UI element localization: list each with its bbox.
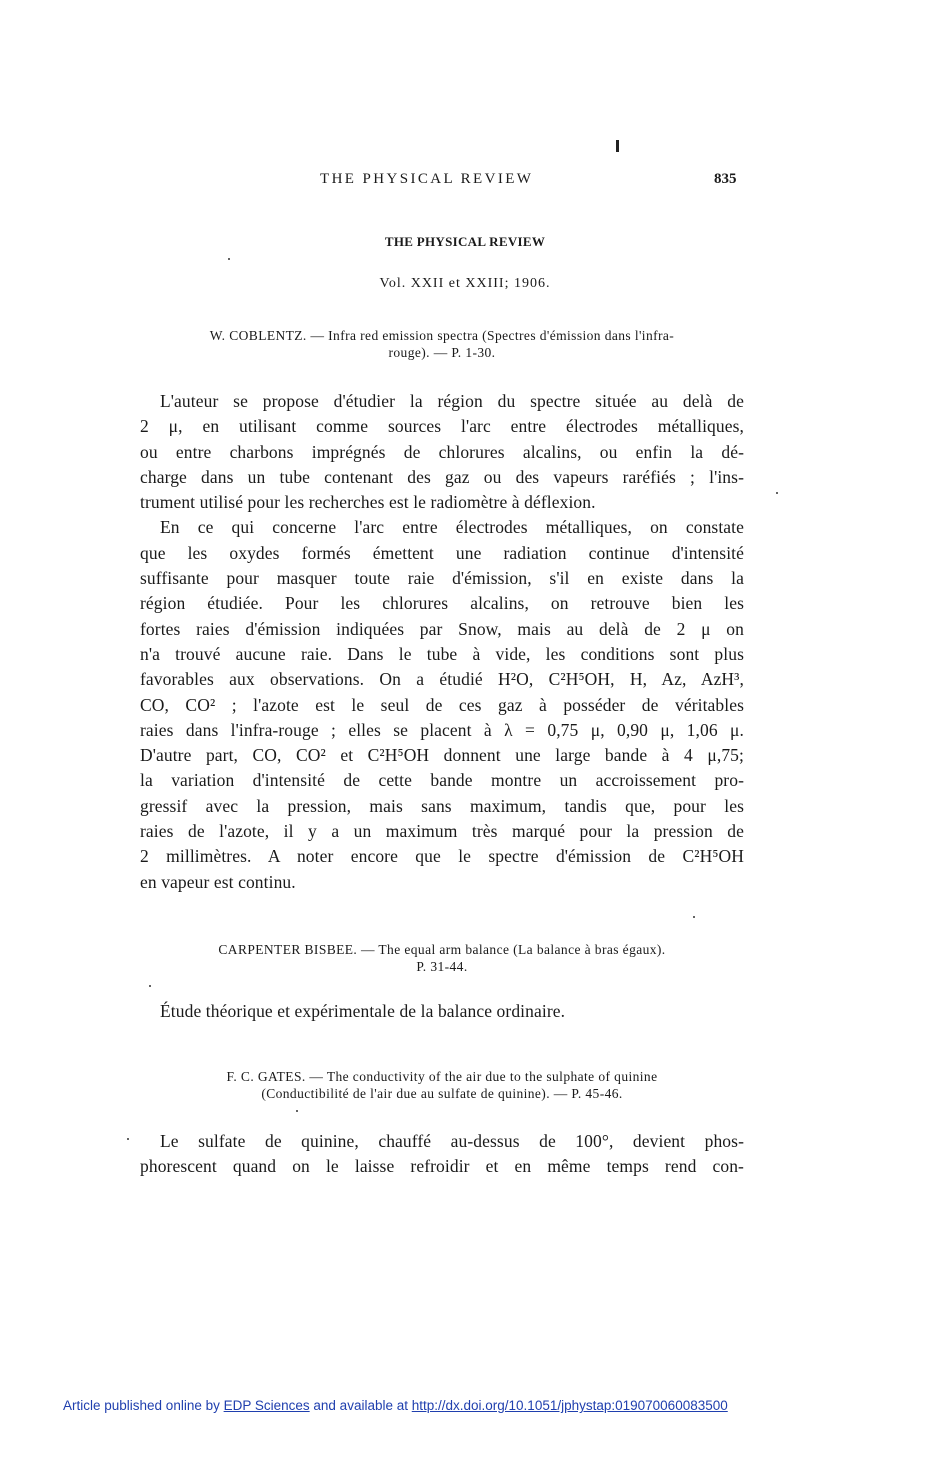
article-heading-line: W. COBLENTZ. — Infra red emission spectra (Spectres d'émission dans l'infra- — [209, 328, 675, 343]
scan-mark — [616, 140, 619, 152]
body-line: 2 μ, en utilisant comme sources l'arc entre électrodes métalliques, — [140, 416, 744, 437]
scan-speck — [149, 985, 151, 987]
body-line: Étude théorique et expérimentale de la balance ordinaire. — [160, 1001, 566, 1021]
body-line: suffisante pour masquer toute raie d'émission, s'il en existe dans la — [140, 568, 744, 589]
body-line: gressif avec la pression, mais sans maximum, tandis que, pour les — [140, 795, 744, 816]
article-body — [140, 999, 744, 1024]
body-line: raies de l'azote, il y a un maximum très marqué pour la pression de — [140, 821, 744, 842]
scan-speck — [776, 492, 778, 494]
body-line: que les oxydes formés émettent une radiation continue d'intensité — [140, 542, 744, 563]
article-heading — [140, 1068, 744, 1102]
page-number: 835 — [714, 171, 737, 187]
body-line: trument utilisé pour les recherches est le radiomètre à déflexion. — [140, 492, 596, 513]
scan-speck — [693, 916, 695, 918]
journal-volume: Vol. XXII et XXIII; 1906. — [379, 276, 551, 291]
scan-speck — [296, 1110, 298, 1112]
body-line: ou entre charbons imprégnés de chlorures alcalins, ou enfin la dé- — [140, 441, 744, 462]
publisher-link[interactable]: EDP Sciences — [223, 1398, 310, 1413]
body-line: la variation d'intensité de cette bande montre un accroissement pro- — [140, 770, 744, 791]
article-heading — [140, 941, 744, 975]
body-line: Le sulfate de quinine, chauffé au-dessus de 100°, devient phos- — [160, 1131, 744, 1151]
body-line: 2 millimètres. A noter encore que le spectre d'émission de C²H⁵OH — [140, 846, 744, 867]
body-line: favorables aux observations. On a étudié H²O, C²H⁵OH, H, Az, AzH³, — [140, 669, 744, 690]
body-line: région étudiée. Pour les chlorures alcalins, on retrouve bien les — [140, 593, 744, 614]
article-heading-line: CARPENTER BISBEE. — The equal arm balance (La balance à bras égaux). — [218, 942, 666, 957]
article-body — [140, 389, 744, 895]
article-heading — [140, 327, 744, 361]
body-line: fortes raies d'émission indiquées par Snow, mais au delà de 2 μ on — [140, 618, 744, 639]
footer-middle: and available at — [309, 1398, 412, 1413]
footer-prefix: Article published online by — [63, 1398, 224, 1413]
body-line: n'a trouvé aucune raie. Dans le tube à vide, les conditions sont plus — [140, 643, 744, 664]
body-line: phorescent quand on le laisse refroidir et en même temps rend con- — [140, 1156, 744, 1177]
scan-speck — [228, 258, 230, 260]
scan-speck — [127, 1138, 129, 1140]
body-line: En ce qui concerne l'arc entre électrodes métalliques, on constate — [160, 517, 744, 538]
article-body — [140, 1129, 744, 1180]
article-heading-line: (Conductibilité de l'air due au sulfate de quinine). — P. 45-46. — [261, 1086, 623, 1101]
article-heading-line: P. 31-44. — [416, 959, 468, 974]
body-line: CO, CO² ; l'azote est le seul de ces gaz à posséder de véritables — [140, 694, 744, 715]
body-line: L'auteur se propose d'étudier la région du spectre située au delà de — [160, 391, 744, 411]
body-line: raies dans l'infra-rouge ; elles se placent à λ = 0,75 μ, 0,90 μ, 1,06 μ. — [140, 719, 744, 740]
body-line: D'autre part, CO, CO² et C²H⁵OH donnent une large bande à 4 μ,75; — [140, 745, 744, 766]
body-line: charge dans un tube contenant des gaz ou des vapeurs raréfiés ; l'ins- — [140, 466, 744, 487]
article-heading-line: rouge). — P. 1-30. — [388, 345, 496, 360]
article-heading-line: F. C. GATES. — The conductivity of the air due to the sulphate of quinine — [226, 1069, 658, 1084]
body-line: en vapeur est continu. — [140, 871, 296, 892]
running-title: THE PHYSICAL REVIEW — [320, 171, 534, 187]
publication-footer — [63, 1398, 728, 1413]
journal-title: THE PHYSICAL REVIEW — [384, 234, 546, 249]
doi-link[interactable]: http://dx.doi.org/10.1051/jphystap:019070060083500 — [411, 1398, 728, 1413]
